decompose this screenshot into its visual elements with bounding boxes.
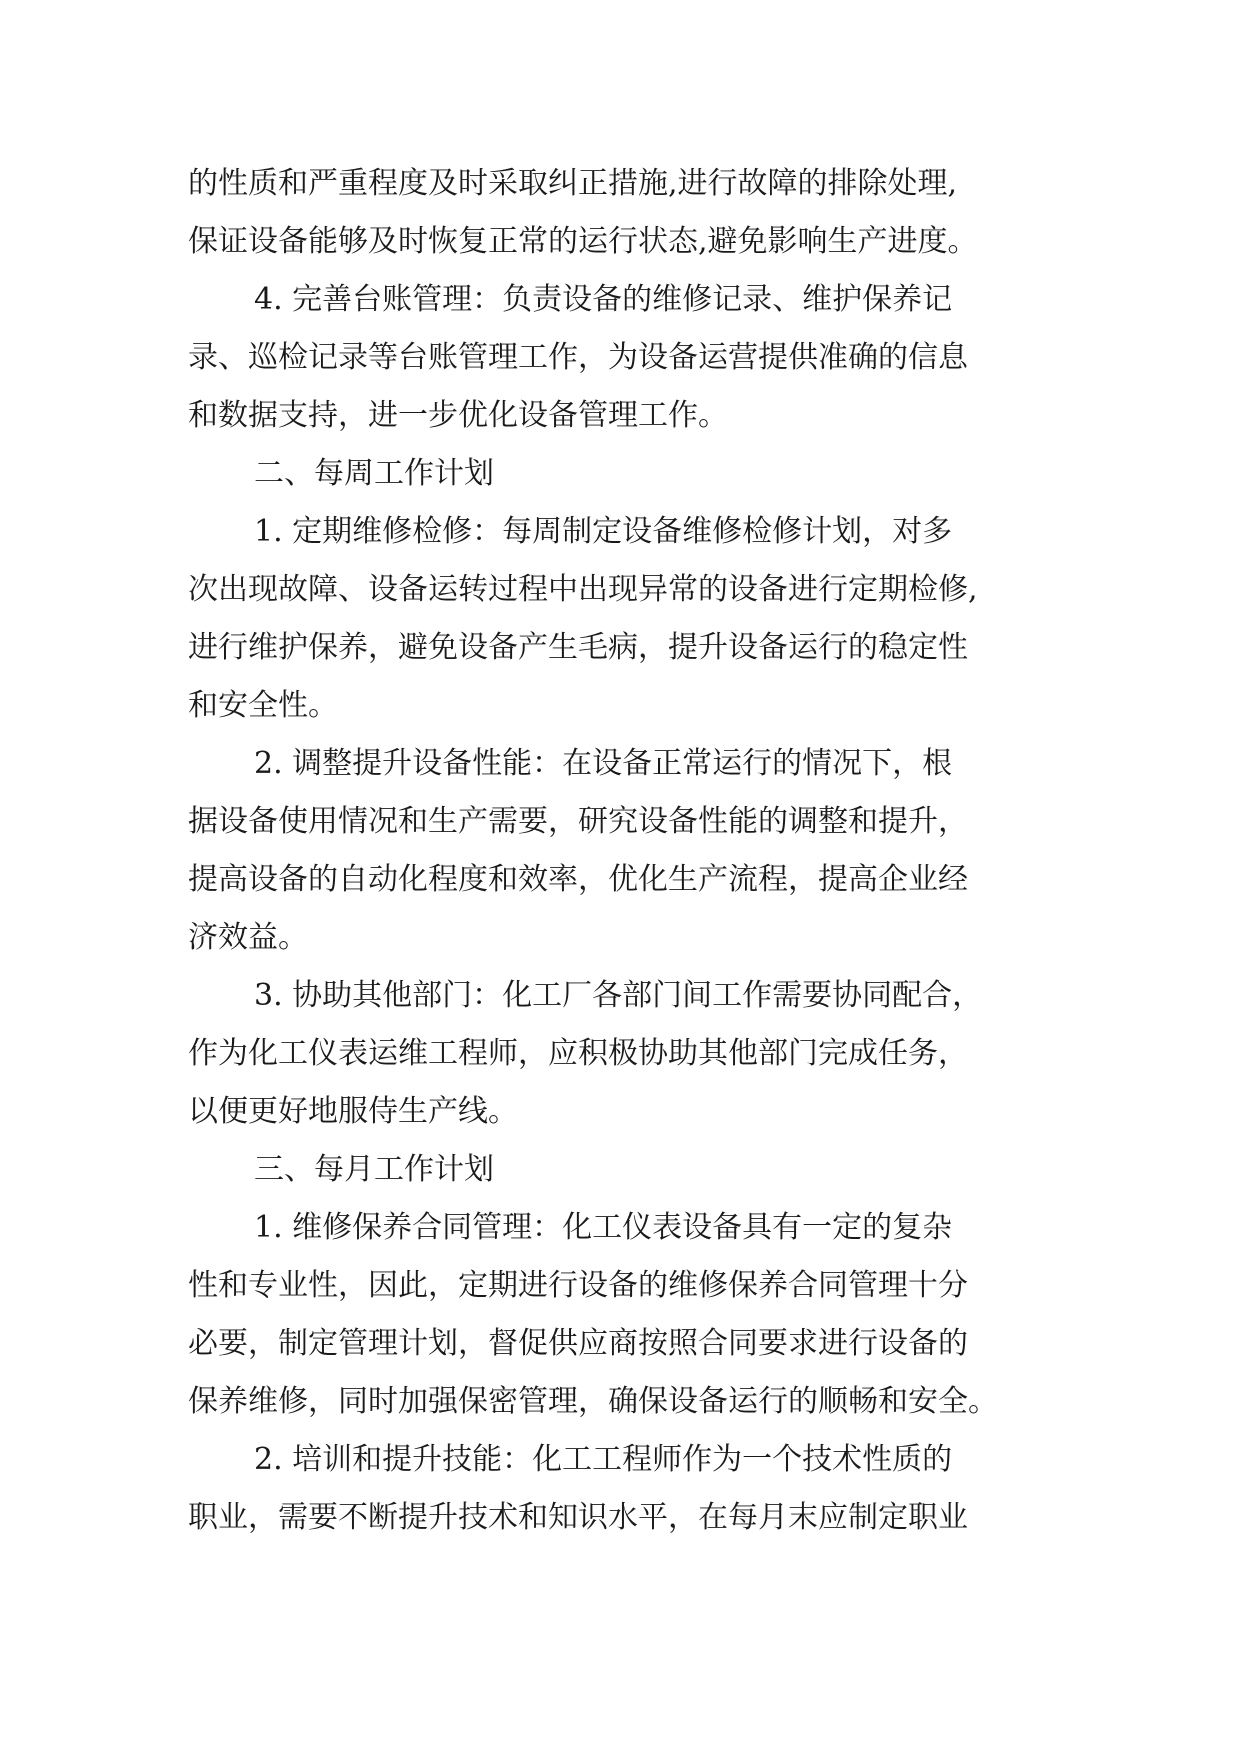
list-item-heading: 4. 完善台账管理：负责设备的维修记录、维护保养记 <box>254 282 953 317</box>
list-item-heading: 2. 培训和提升技能：化工工程师作为一个技术性质的 <box>254 1442 953 1477</box>
text-line: 保证设备能够及时恢复正常的运行状态,避免影响生产进度。 <box>188 224 978 259</box>
text-line: 和数据支持，进一步优化设备管理工作。 <box>188 398 728 433</box>
text-line: 进行维护保养，避免设备产生毛病，提升设备运行的稳定性 <box>188 630 968 665</box>
text-line: 次出现故障、设备运转过程中出现异常的设备进行定期检修, <box>188 572 978 607</box>
text-line: 据设备使用情况和生产需要，研究设备性能的调整和提升， <box>188 804 968 839</box>
text-line: 济效益。 <box>188 920 308 955</box>
text-line: 保养维修，同时加强保密管理，确保设备运行的顺畅和安全。 <box>188 1384 998 1419</box>
section-heading: 三、每月工作计划 <box>254 1152 494 1187</box>
text-line: 录、巡检记录等台账管理工作，为设备运营提供准确的信息 <box>188 340 968 375</box>
list-item-heading: 3. 协助其他部门：化工厂各部门间工作需要协同配合， <box>254 978 983 1013</box>
list-item-heading: 2. 调整提升设备性能：在设备正常运行的情况下，根 <box>254 746 953 781</box>
list-item-heading: 1. 维修保养合同管理：化工仪表设备具有一定的复杂 <box>254 1210 953 1245</box>
text-line: 以便更好地服侍生产线。 <box>188 1094 518 1129</box>
text-line: 提高设备的自动化程度和效率，优化生产流程，提高企业经 <box>188 862 968 897</box>
section-heading: 二、每周工作计划 <box>254 456 494 491</box>
list-item-heading: 1. 定期维修检修：每周制定设备维修检修计划，对多 <box>254 514 953 549</box>
text-line: 必要，制定管理计划，督促供应商按照合同要求进行设备的 <box>188 1326 968 1361</box>
text-line: 的性质和严重程度及时采取纠正措施,进行故障的排除处理, <box>188 166 958 201</box>
text-line: 职业，需要不断提升技术和知识水平，在每月末应制定职业 <box>188 1500 968 1535</box>
text-line: 性和专业性，因此，定期进行设备的维修保养合同管理十分 <box>188 1268 968 1303</box>
text-line: 作为化工仪表运维工程师，应积极协助其他部门完成任务， <box>188 1036 968 1071</box>
text-line: 和安全性。 <box>188 688 338 723</box>
